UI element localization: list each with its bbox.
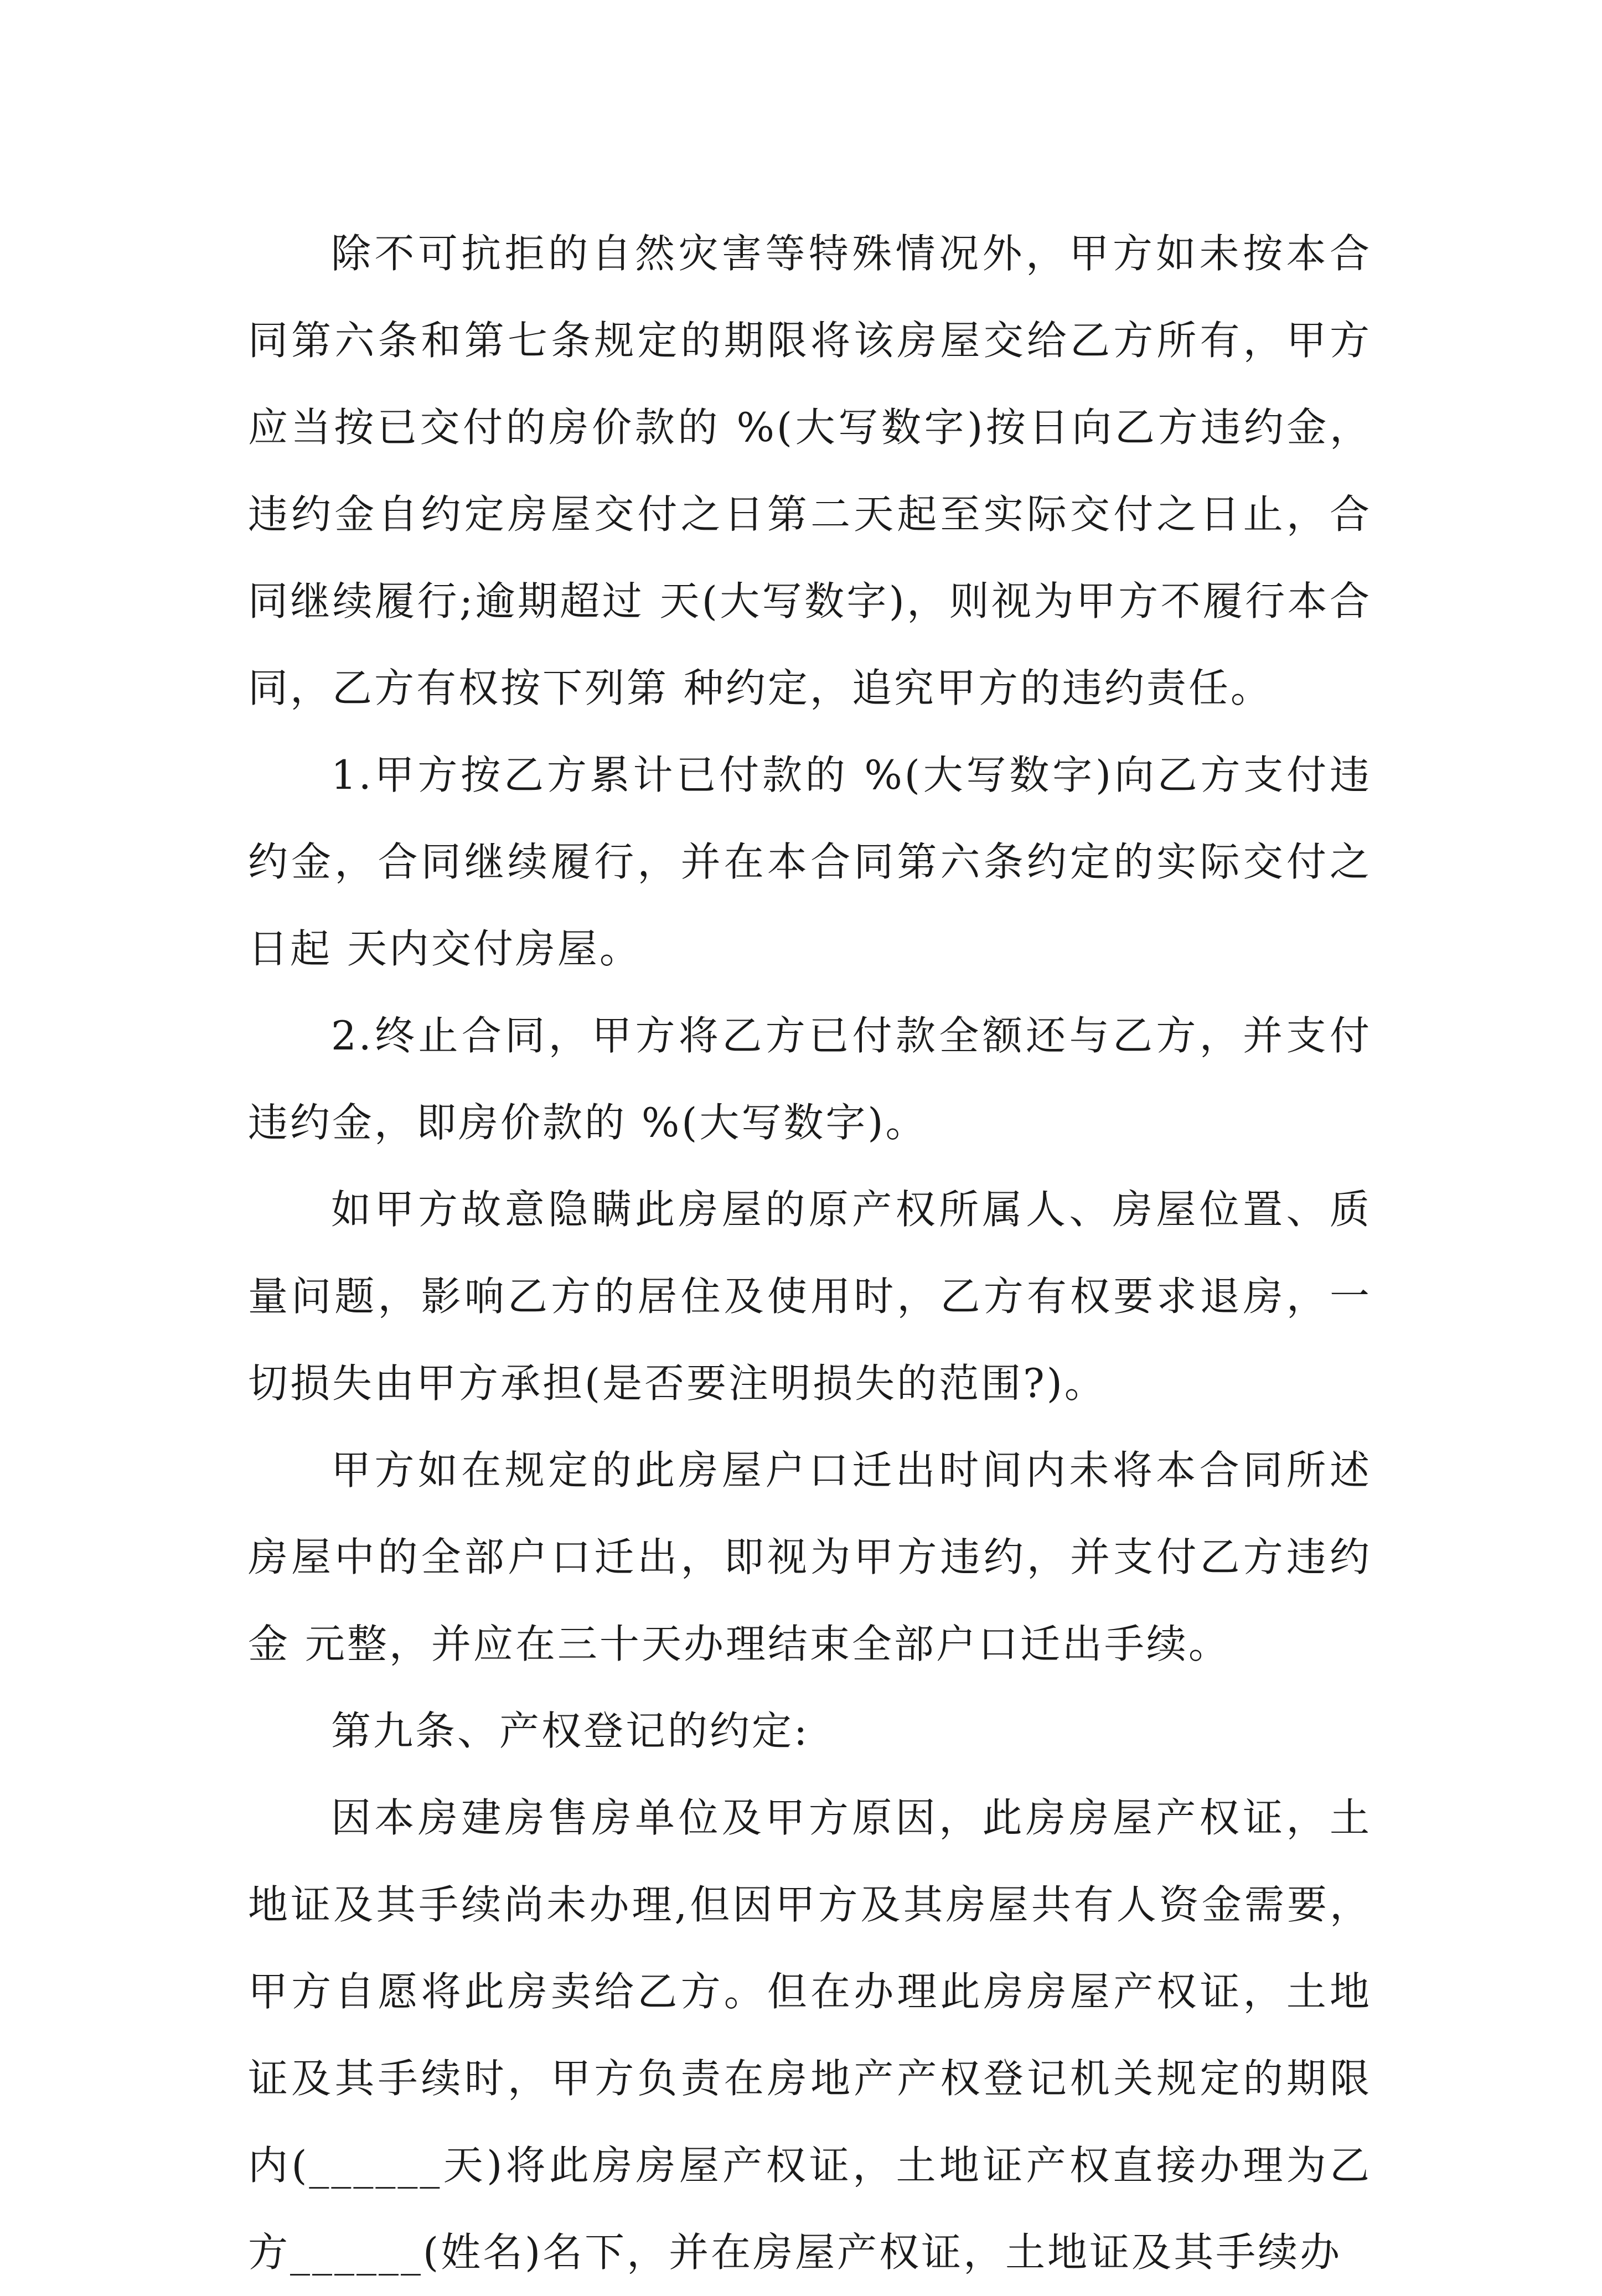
paragraph-breach-delivery: 除不可抗拒的自然灾害等特殊情况外，甲方如未按本合同第六条和第七条规定的期限将该房屋交给乙方所有，甲方应当按已交付的房价款的 %(大写数字)按日向乙方违约金，违约金自约定房屋交付之日第二天起至实际交付之日止，合同继续履行;逾期超过 天(大写数字)，则视为甲方不履行本合同，乙方有权按下列第 种约定，追究甲方的违约责任。 xyxy=(248,230,1372,711)
section-heading-article-9: 第九条、产权登记的约定: xyxy=(331,1708,810,1754)
paragraph-title-registration: 因本房建房售房单位及甲方原因，此房房屋产权证，土地证及其手续尚未办理,但因甲方及其房屋共有人资金需要，甲方自愿将此房卖给乙方。但在办理此房房屋产权证，土地证及其手续时，甲方负责在房地产产权登记机关规定的期限内(______天)将此房房屋产权证，土地证产权直接办理为乙方______(姓名)名下，并在房屋产权证，土地证及其手续办 xyxy=(248,1795,1372,2276)
contract-text-body xyxy=(248,210,1372,2296)
paragraph-option-2: 2.终止合同，甲方将乙方已付款全额还与乙方，并支付违约金，即房价款的 %(大写数字)。 xyxy=(248,1012,1372,1146)
paragraph-concealment: 如甲方故意隐瞒此房屋的原产权所属人、房屋位置、质量问题，影响乙方的居住及使用时，乙方有权要求退房，一切损失由甲方承担(是否要注明损失的范围?)。 xyxy=(248,1186,1372,1406)
paragraph-household-registration: 甲方如在规定的此房屋户口迁出时间内未将本合同所述房屋中的全部户口迁出，即视为甲方违约，并支付乙方违约金 元整，并应在三十天办理结束全部户口迁出手续。 xyxy=(248,1447,1372,1667)
paragraph-option-1: 1.甲方按乙方累计已付款的 %(大写数字)向乙方支付违约金，合同继续履行，并在本合同第六条约定的实际交付之日起 天内交付房屋。 xyxy=(248,752,1372,972)
